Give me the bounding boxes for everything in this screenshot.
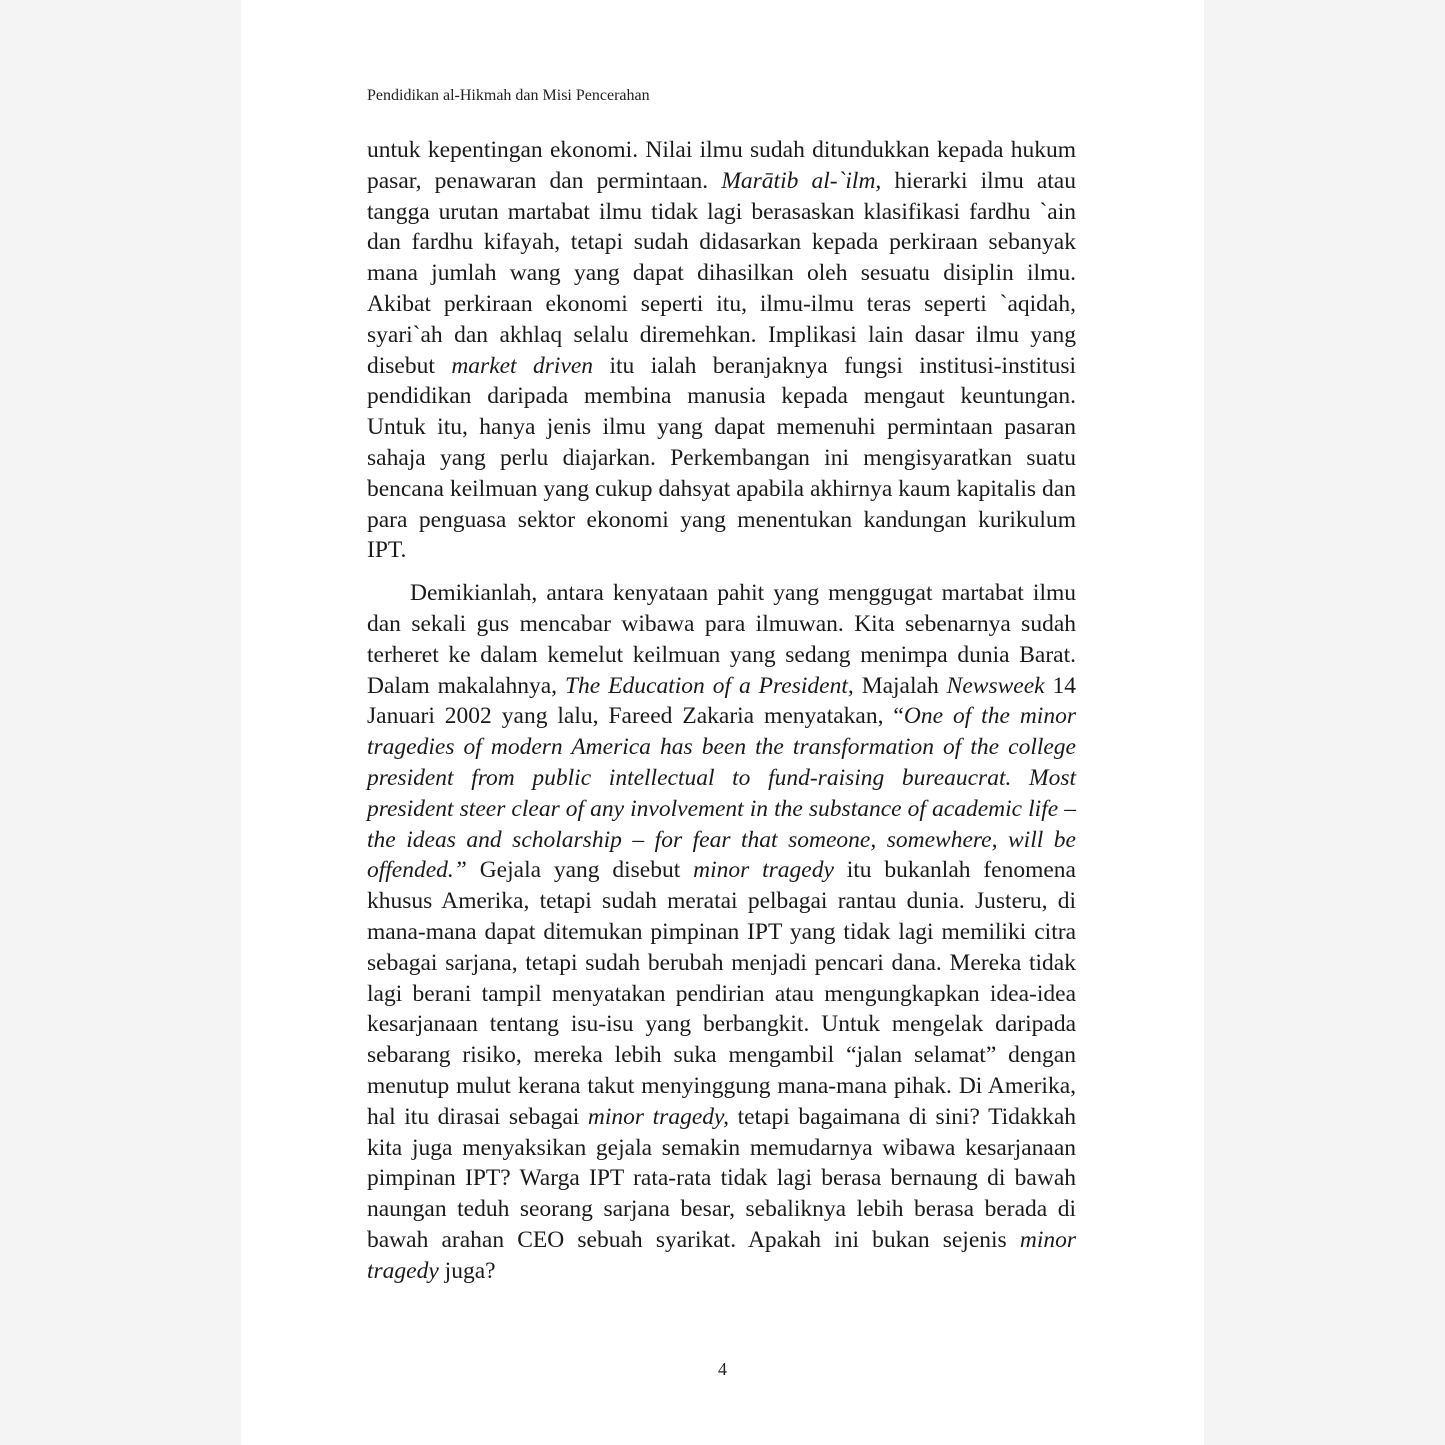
text-run: untuk kepentingan ekonomi. Nilai ilmu sudah ditundukkan kepada hukum pasar, penawaran dan permintaan. bbox=[367, 137, 1076, 194]
text-run: hierarki ilmu atau tangga urutan martabat ilmu tidak lagi berasaskan klasifikasi fardhu `ain dan fardhu kifayah, tetapi sudah didasarkan kepada perkiraan sebanyak mana jumlah wang yang dapat dihasilkan oleh sesuatu disiplin ilmu. Akibat perkiraan ekonomi seperti itu, ilmu-ilmu teras seperti `aqidah, syari`ah dan akhlaq selalu diremehkan. Implikasi lain dasar ilmu yang disebut bbox=[367, 167, 1076, 379]
paragraph-1 bbox=[367, 135, 1076, 566]
text-run: itu bukanlah fenomena khusus Amerika, tetapi sudah meratai pelbagai rantau dunia. Justeru, di mana-mana dapat ditemukan pimpinan IPT yang tidak lagi memiliki citra sebagai sarjana, tetapi sudah berubah menjadi pencari dana. Mereka tidak lagi berani tampil menyatakan pendirian atau mengungkapkan idea-idea kesarjanaan tentang isu-isu yang berbangkit. Untuk mengelak daripada sebarang risiko, mereka lebih suka mengambil “jalan selamat” dengan menutup mulut kerana takut menyinggung mana-mana pihak. Di Amerika, hal itu dirasai sebagai bbox=[367, 857, 1076, 1130]
running-header: Pendidikan al-Hikmah dan Misi Pencerahan bbox=[367, 87, 650, 104]
text-run: tetapi bagaimana di sini? Tidakkah kita juga menyaksikan gejala semakin memudarnya wibawa kesarjanaan pimpinan IPT? Warga IPT rata-rata tidak lagi berasa bernaung di bawah naungan teduh seorang sarjana besar, sebaliknya lebih berasa berada di bawah arahan CEO sebuah syarikat. Apakah ini bukan sejenis bbox=[367, 1103, 1077, 1253]
page-number: 4 bbox=[718, 1359, 727, 1379]
text-run: 14 Januari 2002 yang lalu, Fareed Zakaria menyatakan, “ bbox=[367, 672, 1077, 730]
text-run: itu ialah beranjaknya fungsi institusi-institusi pendidikan daripada membina manusia kepada mengaut keuntungan. Untuk itu, hanya jenis ilmu yang dapat memenuhi permintaan pasaran sahaja yang perlu diajarkan. Perkembangan ini mengisyaratkan suatu bencana keilmuan yang cukup dahsyat apabila akhirnya kaum kapitalis dan para penguasa sektor ekonomi yang menentukan kandungan kurikulum IPT. bbox=[367, 352, 1076, 564]
body-text bbox=[367, 135, 1076, 1286]
italic-term: minor tragedy bbox=[693, 857, 834, 884]
italic-magazine: Newsweek bbox=[946, 672, 1045, 699]
text-run: Demikianlah, antara kenyataan pahit yang menggugat martabat ilmu dan sekali gus mencabar wibawa para ilmuwan. Kita sebenarnya sudah terheret ke dalam kemelut keilmuan yang sedang menimpa dunia Barat. Dalam makalahnya, bbox=[367, 580, 1076, 699]
paragraph-2 bbox=[367, 578, 1076, 1286]
italic-term: market driven bbox=[451, 352, 594, 379]
book-page bbox=[241, 0, 1204, 1445]
italic-term: Marātib al-`ilm, bbox=[721, 167, 882, 194]
italic-term: minor tragedy bbox=[367, 1226, 1076, 1284]
text-run: Gejala yang disebut bbox=[466, 857, 694, 884]
text-run: juga? bbox=[438, 1257, 496, 1284]
italic-term: minor tragedy, bbox=[587, 1103, 730, 1130]
italic-quotation: One of the minor tragedies of modern America has been the transformation of the college president from public intellectual to fund-raising bureaucrat. Most president steer clear of any involvement in the substance of academic life – the ideas and scholarship – for fear that someone, somewhere, will be offended.” bbox=[367, 703, 1076, 884]
text-run: Majalah bbox=[853, 672, 947, 699]
italic-title: The Education of a President, bbox=[564, 672, 854, 699]
